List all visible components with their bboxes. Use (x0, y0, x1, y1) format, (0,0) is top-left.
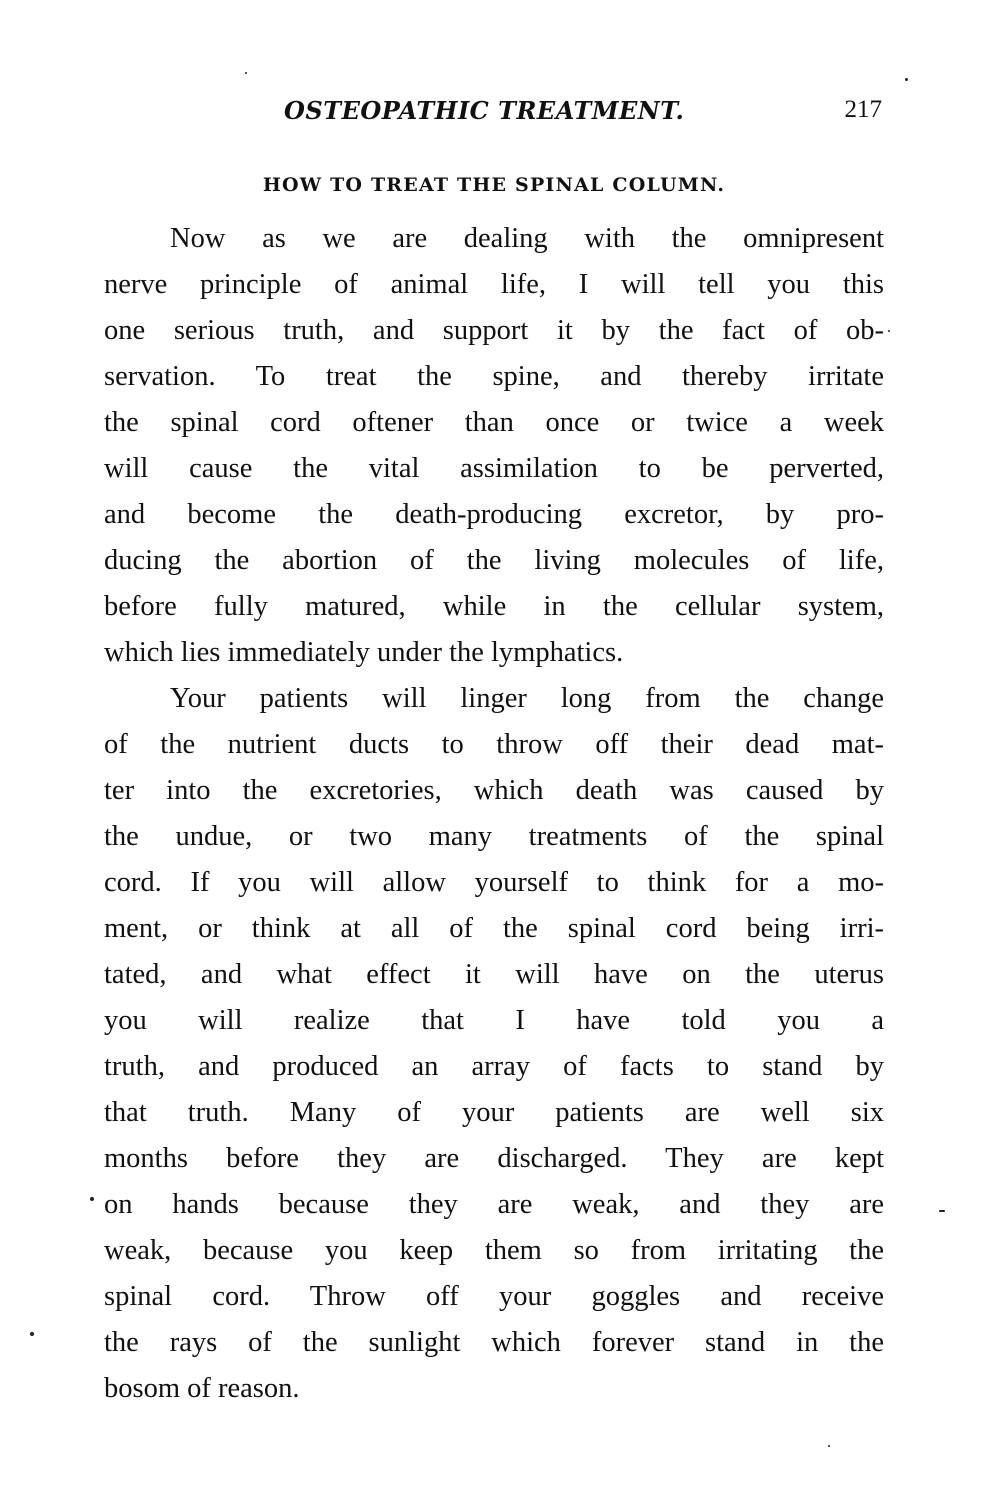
text-line: truth, and produced an array of facts to stand by (104, 1051, 884, 1082)
text-line: of the nutrient ducts to throw off their dead mat- (104, 729, 884, 760)
text-line: Now as we are dealing with the omnipresent (170, 223, 884, 254)
text-line: spinal cord. Throw off your goggles and receive (104, 1281, 884, 1312)
scan-speck (245, 72, 247, 74)
text-line: will cause the vital assimilation to be perverted, (104, 453, 884, 484)
scan-speck (905, 78, 908, 81)
text-line: ter into the excretories, which death was caused by (104, 775, 884, 806)
text-line: before fully matured, while in the cellular system, (104, 591, 884, 622)
text-line: the undue, or two many treatments of the spinal (104, 821, 884, 852)
scan-speck (30, 1332, 34, 1336)
running-title: OSTEOPATHIC TREATMENT. (284, 96, 685, 125)
scan-speck (90, 1197, 94, 1201)
text-line: and become the death-producing excretor, by pro- (104, 499, 884, 530)
scan-speck (939, 1210, 945, 1212)
running-header (104, 96, 884, 136)
text-line: tated, and what effect it will have on the uterus (104, 959, 884, 990)
text-line: servation. To treat the spine, and thereby irritate (104, 361, 884, 392)
text-line: weak, because you keep them so from irritating the (104, 1235, 884, 1266)
text-line: cord. If you will allow yourself to think for a mo- (104, 867, 884, 898)
text-line: you will realize that I have told you a (104, 1005, 884, 1036)
text-line: which lies immediately under the lymphatics. (104, 637, 624, 668)
text-line: that truth. Many of your patients are well six (104, 1097, 884, 1128)
text-line: on hands because they are weak, and they are (104, 1189, 884, 1220)
text-line: one serious truth, and support it by the fact of ob- (104, 315, 884, 346)
scan-speck (828, 1445, 830, 1447)
scan-speck (888, 330, 890, 332)
text-line: months before they are discharged. They are kept (104, 1143, 884, 1174)
text-line: ducing the abortion of the living molecules of life, (104, 545, 884, 576)
text-line: ment, or think at all of the spinal cord being irri- (104, 913, 884, 944)
text-line: the spinal cord oftener than once or twice a week (104, 407, 884, 438)
text-line: Your patients will linger long from the change (170, 683, 884, 714)
text-line: nerve principle of animal life, I will tell you this (104, 269, 884, 300)
text-line: bosom of reason. (104, 1373, 300, 1404)
page-number: 217 (844, 96, 882, 123)
text-line: the rays of the sunlight which forever stand in the (104, 1327, 884, 1358)
section-heading: HOW TO TREAT THE SPINAL COLUMN. (262, 174, 726, 196)
body-text (104, 216, 884, 1412)
